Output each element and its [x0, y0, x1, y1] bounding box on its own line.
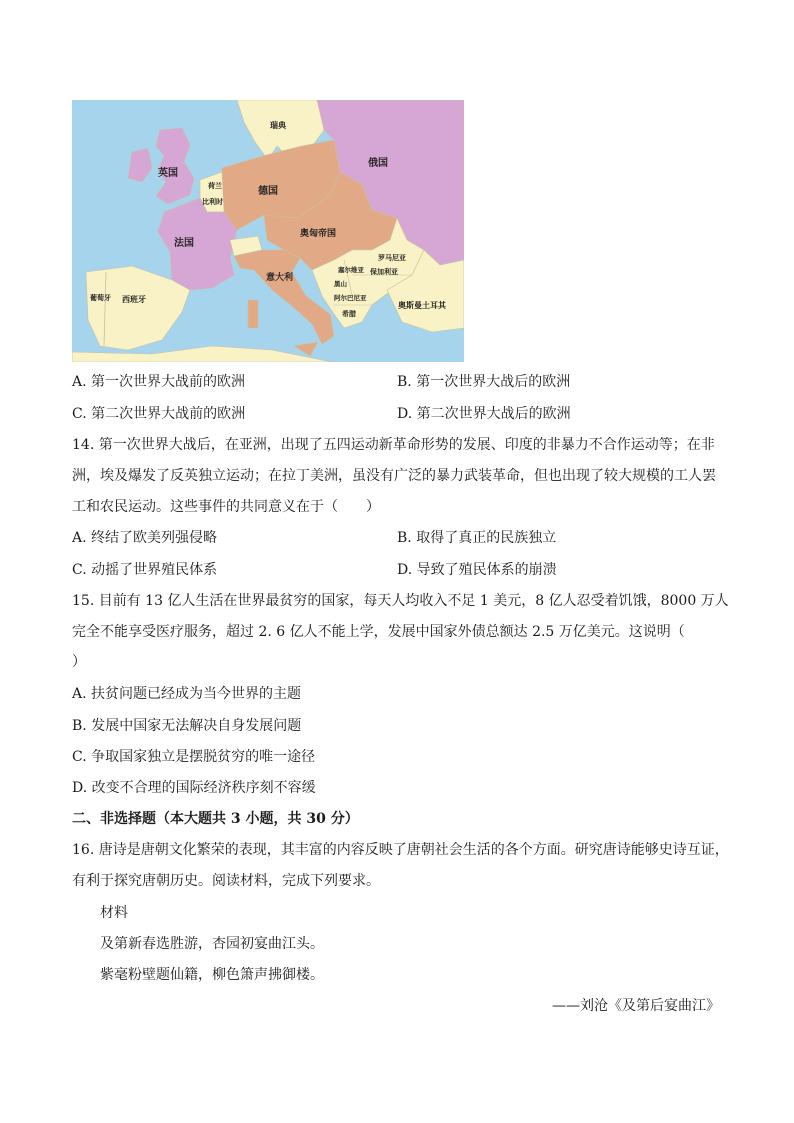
- label-spain: 西班牙: [122, 294, 146, 304]
- q13-option-c: C. 第二次世界大战前的欧洲: [72, 406, 246, 422]
- q14-option-a: A. 终结了欧美列强侵略: [72, 530, 218, 546]
- label-albania: 阿尔巴尼亚: [334, 294, 367, 302]
- label-italy: 意大利: [266, 273, 294, 283]
- label-germany: 德国: [258, 186, 278, 197]
- q14-line-2: 洲，埃及爆发了反英独立运动；在拉丁美洲，虽没有广泛的暴力武装革命，但也出现了较大规模的工人罢: [72, 468, 716, 484]
- label-belgium: 比利时: [202, 197, 223, 206]
- q15-option-c: C. 争取国家独立是摆脱贫穷的唯一途径: [72, 749, 316, 765]
- label-france: 法国: [174, 238, 194, 249]
- q16-line-1: 16. 唐诗是唐朝文化繁荣的表现，其丰富的内容反映了唐朝社会生活的各个方面。研究唐诗能够史诗互证，: [72, 842, 729, 858]
- label-bulgaria: 保加利亚: [370, 267, 398, 276]
- q13-option-b: B. 第一次世界大战后的欧洲: [397, 374, 571, 390]
- q14-line-3: 工和农民运动。这些事件的共同意义在于（ ）: [72, 499, 380, 515]
- poem-line-1: 及第新春选胜游，杏园初宴曲江头。: [100, 936, 324, 952]
- q15-option-d: D. 改变不合理的国际经济秩序刻不容缓: [72, 780, 316, 796]
- label-austria-hungary: 奥匈帝国: [300, 229, 337, 239]
- q16-line-2: 有利于探究唐朝历史。阅读材料，完成下列要求。: [72, 873, 380, 889]
- label-romania: 罗马尼亚: [378, 253, 406, 262]
- label-montenegro: 黑山: [334, 280, 347, 288]
- poem-source: ——刘沧《及第后宴曲江》: [552, 998, 720, 1014]
- europe-map: [72, 100, 464, 362]
- section-heading: 二、非选择题（本大题共 3 小题，共 30 分）: [72, 811, 359, 827]
- label-sweden: 瑞典: [270, 120, 286, 130]
- q14-option-d: D. 导致了殖民体系的崩溃: [397, 562, 557, 578]
- q13-option-d: D. 第二次世界大战后的欧洲: [397, 406, 571, 422]
- q15-option-b: B. 发展中国家无法解决自身发展问题: [72, 718, 302, 734]
- q15-line-2: 完全不能享受医疗服务，超过 2. 6 亿人不能上学，发展中国家外债总额达 2.5 万亿美元。这说明（: [72, 624, 685, 640]
- label-uk: 英国: [158, 168, 178, 179]
- label-portugal: 葡萄牙: [90, 293, 111, 302]
- q14-line-1: 14. 第一次世界大战后，在亚洲，出现了五四运动新革命形势的发展、印度的非暴力不合作运动等；在非: [72, 437, 715, 453]
- q15-line-3: ）: [72, 654, 86, 670]
- label-russia: 俄国: [368, 158, 388, 169]
- label-ottoman: 奥斯曼土耳其: [398, 300, 446, 310]
- sardinia: [248, 300, 258, 328]
- label-greece: 希腊: [342, 309, 356, 318]
- label-netherlands: 荷兰: [208, 181, 222, 190]
- q13-option-a: A. 第一次世界大战前的欧洲: [72, 374, 246, 390]
- label-serbia: 塞尔维亚: [338, 266, 364, 274]
- poem-line-2: 紫毫粉壁题仙籍，柳色箫声拂御楼。: [100, 967, 324, 983]
- q14-option-c: C. 动摇了世界殖民体系: [72, 562, 218, 578]
- q14-option-b: B. 取得了真正的民族独立: [397, 530, 557, 546]
- q15-option-a: A. 扶贫问题已经成为当今世界的主题: [72, 686, 302, 702]
- material-label: 材料: [100, 905, 128, 921]
- q15-line-1: 15. 目前有 13 亿人生活在世界最贫穷的国家，每天人均收入不足 1 美元，8 亿人忍受着饥饿，8000 万人: [72, 593, 729, 609]
